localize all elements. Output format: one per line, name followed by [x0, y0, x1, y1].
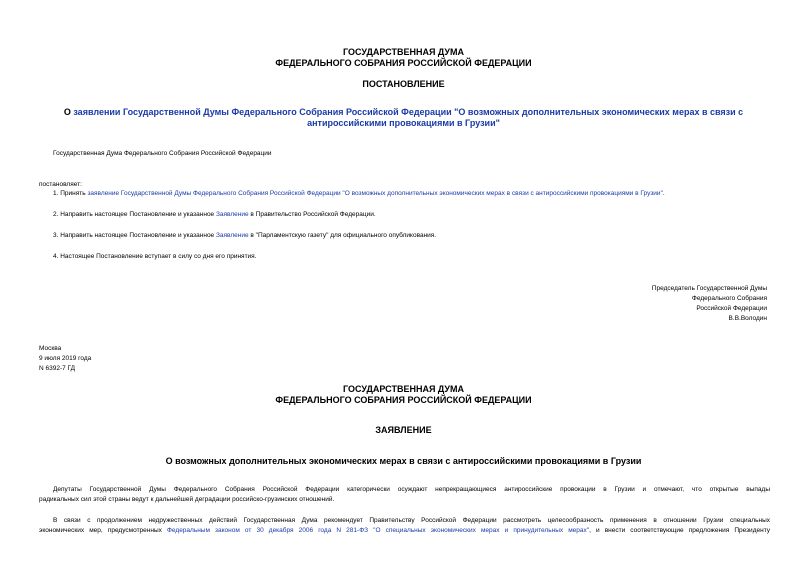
signature-line2: Федерального Собрания: [691, 295, 767, 302]
item-2-suffix: в Правительство Российской Федерации.: [248, 211, 376, 218]
paragraph-2-line2: [39, 526, 770, 535]
signature-line3: Российской Федерации: [696, 305, 767, 312]
paragraph-1-line2: радикальных сил этой страны ведут к дальнейшей деградации российско-грузинских отношений.: [39, 496, 335, 503]
item-1-link[interactable]: заявление Государственной Думы Федерального Собрания Российской Федерации "О возможных дополнительных экономических мерах в связи с антироссийскими провокациями в Грузии": [87, 190, 663, 197]
title-link[interactable]: заявлении Государственной Думы Федерального Собрания Российской Федерации "О возможных дополнительных экономических мерах в связи с: [73, 107, 744, 117]
issuer2-line2: ФЕДЕРАЛЬНОГО СОБРАНИЯ РОССИЙСКОЙ ФЕДЕРАЦИИ: [275, 395, 532, 405]
issuer2-line1: ГОСУДАРСТВЕННАЯ ДУМА: [342, 384, 465, 394]
item-3-suffix: в "Парламентскую газету" для официального опубликования.: [248, 232, 437, 239]
signature-line1: Председатель Государственной Думы: [651, 285, 767, 292]
paragraph-2-prefix: экономических мер, предусмотренных: [39, 527, 167, 534]
federal-law-link[interactable]: Федеральным законом от 30 декабря 2006 года N 281-ФЗ "О специальных экономических мерах и принудительных мерах": [166, 527, 590, 534]
signature-name: В.В.Володин: [728, 315, 767, 322]
title-prefix: О: [63, 107, 74, 117]
document-number: N 6392-7 ГД: [39, 365, 76, 372]
issuer-line1: ГОСУДАРСТВЕННАЯ ДУМА: [342, 47, 465, 57]
date: 9 июля 2019 года: [39, 355, 92, 362]
resolves-text: постановляет:: [39, 181, 82, 188]
paragraph-2-suffix: , и внести соответствующие предложения Президенту: [589, 527, 770, 534]
item-4: 4. Настоящее Постановление вступает в силу со дня его принятия.: [53, 253, 257, 260]
item-2-prefix: 2. Направить настоящее Постановление и указанное: [53, 211, 216, 218]
item-2-link[interactable]: Заявление: [215, 211, 249, 218]
document-title: [0, 107, 807, 118]
issuer-line2: ФЕДЕРАЛЬНОГО СОБРАНИЯ РОССИЙСКОЙ ФЕДЕРАЦИИ: [275, 58, 532, 68]
place: Москва: [39, 345, 62, 352]
title-link-cont[interactable]: антироссийскими провокациями в Грузии": [307, 118, 500, 128]
item-3-prefix: 3. Направить настоящее Постановление и указанное: [53, 232, 216, 239]
paragraph-1-line1: [39, 485, 770, 494]
item-3: [53, 231, 436, 240]
paragraph-1-text: Депутаты Государственной Думы Федерального Собрания Российской Федерации категорически осуждают непрекращающиеся антироссийские провокации в Грузии и отмечают, что открытые выпады: [53, 486, 770, 493]
statement-title: О возможных дополнительных экономических мерах в связи с антироссийскими провокациями в Грузии: [165, 456, 642, 466]
item-2: [53, 210, 376, 219]
statement-type: ЗАЯВЛЕНИЕ: [375, 425, 432, 435]
item-3-link[interactable]: Заявление: [215, 232, 249, 239]
paragraph-2-line1: [39, 516, 770, 525]
item-1-prefix: 1. Принять: [53, 190, 88, 197]
document-title-line2: [0, 118, 807, 129]
paragraph-2-text: В связи с продолжением недружественных действий Государственная Дума рекомендует Правительству Российской Федерации рассмотреть целесообразность применения в отношении Грузии специальных: [53, 517, 770, 524]
item-1: [53, 189, 665, 198]
item-1-suffix: .: [662, 190, 665, 197]
document-type: ПОСТАНОВЛЕНИЕ: [362, 79, 445, 89]
intro-text: Государственная Дума Федерального Собрания Российской Федерации: [53, 150, 272, 157]
